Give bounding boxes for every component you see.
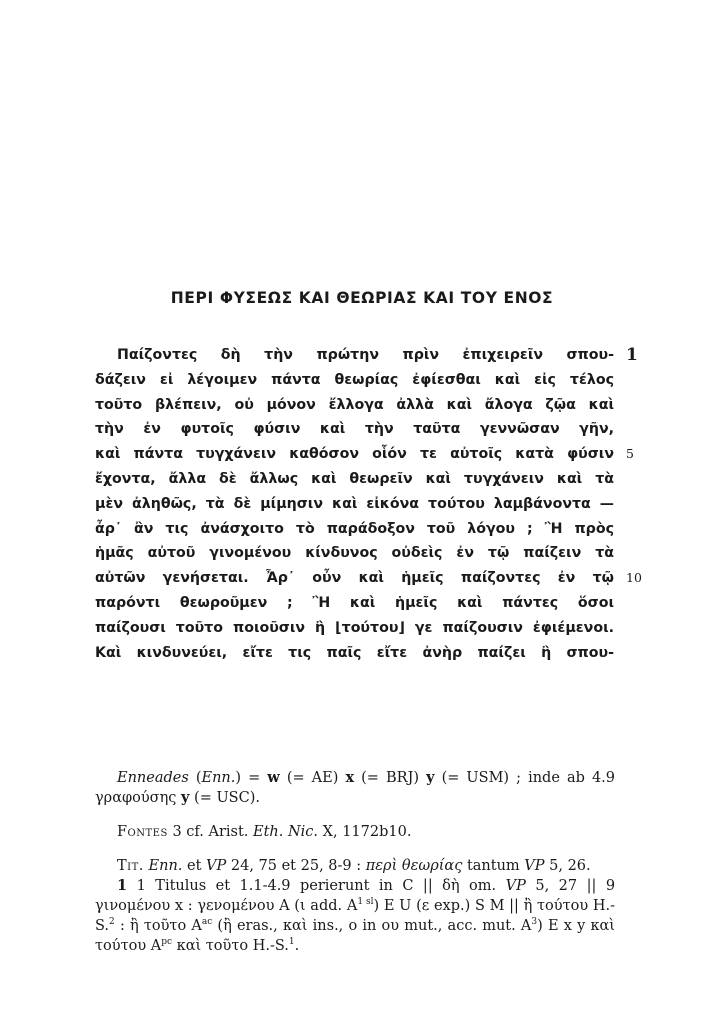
text-line: ἆρ᾽ ἂν τις ἀνάσχοιτο τὸ παράδοξον τοῦ λόγου ; Ἢ πρὸς <box>95 520 614 537</box>
text-line: δάζειν εἰ λέγοιμεν πάντα θεωρίας ἐφίεσθαι καὶ εἰς τέλος <box>95 371 614 388</box>
text-line: Παίζοντες δὴ τὴν πρώτην πρὶν ἐπιχειρεῖν σπου- <box>117 347 614 363</box>
sigla-note: Enneades (Enn.) = w (= AE) x (= BRJ) y (= USM) ; inde ab 4.9 γραφούσης y (= USC). <box>95 769 615 806</box>
line-number-5: 5 <box>626 446 634 462</box>
text-line: ἡμᾶς αὐτοῦ γινομένου κίνδυνος οὐδεὶς ἐν τῷ παίζειν τὰ <box>95 545 614 562</box>
text-line: Καὶ κινδυνεύει, εἴτε τις παῖς εἴτε ἀνὴρ παίζει ἢ σπου- <box>95 644 614 661</box>
titulus-note: Tit. Enn. et VP 24, 75 et 25, 8-9 : περὶ θεωρίας tantum VP 5, 26. <box>117 858 591 874</box>
text-line: τὴν ἐν φυτοῖς φύσιν καὶ τὴν ταῦτα γεννῶσαν γῆν, <box>95 421 614 438</box>
chapter-number: 1 <box>626 345 638 365</box>
greek-body-text <box>95 343 614 665</box>
text-line: παρόντι θεωροῦμεν ; Ἢ καὶ ἡμεῖς καὶ πάντες ὅσοι <box>95 594 614 611</box>
text-line: τοῦτο βλέπειν, οὐ μόνον ἔλλογα ἀλλὰ καὶ ἄλογα ζῷα καὶ <box>95 396 614 413</box>
text-line: αὐτῶν γενήσεται. Ἆρ᾽ οὖν καὶ ἡμεῖς παίζοντες ἐν τῷ <box>95 570 614 587</box>
fontes-note: Fontes 3 cf. Arist. Eth. Nic. X, 1172b10. <box>117 824 412 840</box>
text-line: ἔχοντα, ἄλλα δὲ ἄλλως καὶ θεωρεῖν καὶ τυγχάνειν καὶ τὰ <box>95 470 614 487</box>
critical-apparatus <box>95 768 615 956</box>
text-line: μὲν ἀληθῶς, τὰ δὲ μίμησιν καὶ εἰκόνα τούτου λαμβάνοντα — <box>95 495 614 512</box>
page-title: ΠΕΡΙ ΦΥΣΕΩΣ ΚΑΙ ΘΕΩΡΙΑΣ ΚΑΙ ΤΟΥ ΕΝΟΣ <box>170 289 554 307</box>
text-line: παίζουσι τοῦτο ποιοῦσιν ἢ ⌊τούτου⌋ γε παίζουσιν ἐφιέμενοι. <box>95 619 614 636</box>
line-number-10: 10 <box>626 570 642 586</box>
text-line: καὶ πάντα τυγχάνειν καθόσον οἷόν τε αὐτοῖς κατὰ φύσιν <box>95 446 614 463</box>
critical-note: 1 1 Titulus et 1.1-4.9 perierunt in C || δὴ om. VP 5, 27 || 9 γινομένου x : γενομένου A (ι add. $A^{1 sl}$) E U (ε exp.) S M || ἢ τούτου H.-S.$^2$ : ἢ τοῦτο $A^{ac}$ (ἢ eras., καὶ ins., ο in ου mut., acc. mut. $A^3$) E x y καὶ τούτου $A^{pc}$ καὶ τοῦτο H.-S.$^1$. <box>95 877 616 954</box>
